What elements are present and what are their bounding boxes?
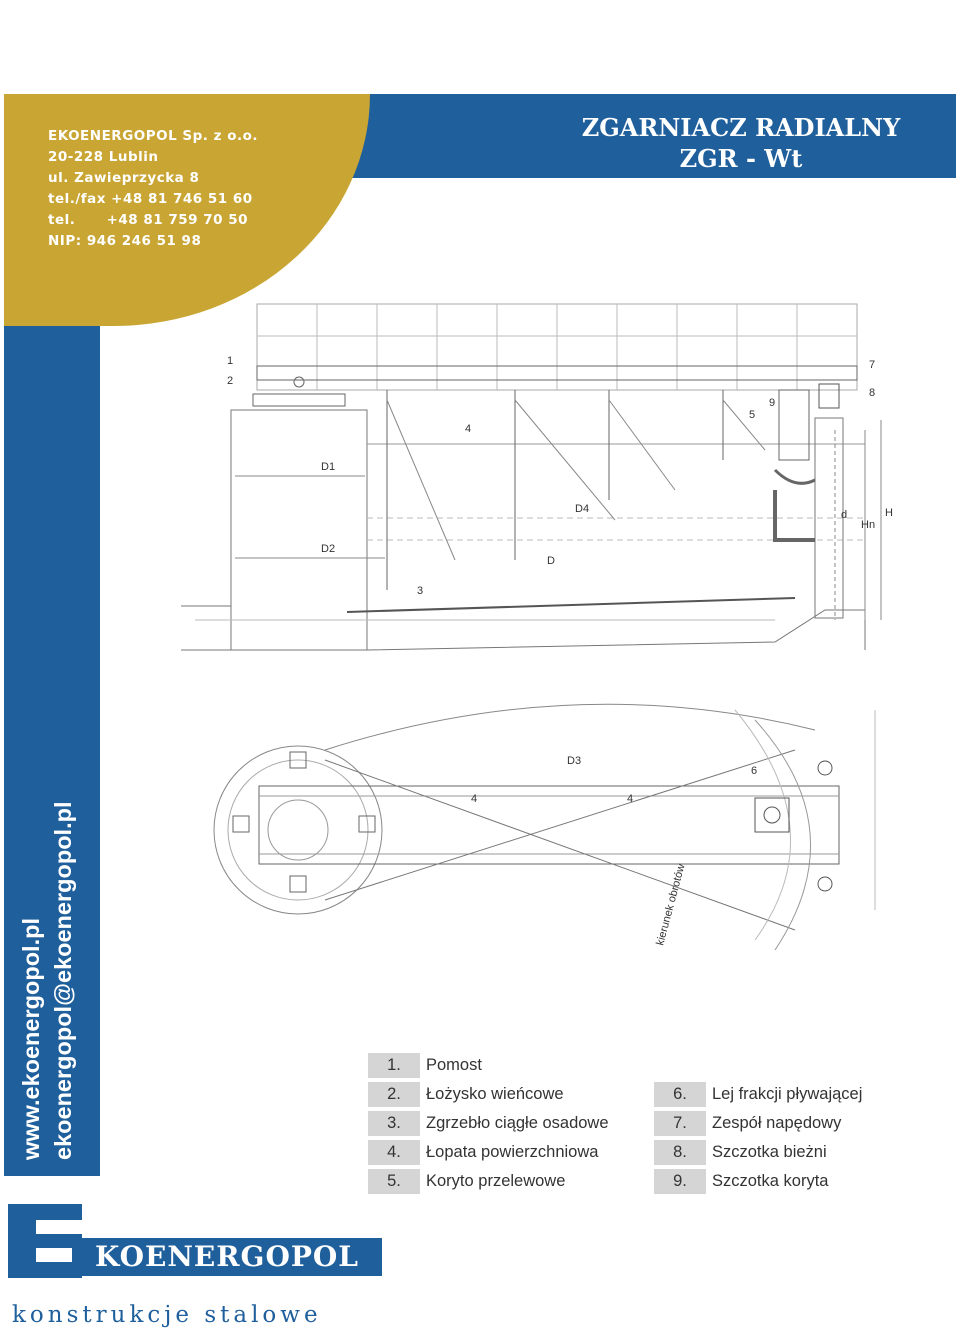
parts-legend	[368, 1048, 878, 1196]
callout-6: 6	[751, 765, 758, 777]
legend-text: Szczotka bieżni	[712, 1143, 827, 1161]
legend-text: Szczotka koryta	[712, 1172, 829, 1190]
legend-number: 4.	[368, 1140, 420, 1165]
legend-item	[654, 1111, 841, 1136]
callout-1: 1	[227, 355, 234, 367]
legend-item	[368, 1053, 482, 1078]
legend-text: Zgrzebło ciągłe osadowe	[426, 1114, 609, 1132]
legend-item	[654, 1082, 862, 1107]
legend-number: 9.	[654, 1169, 706, 1194]
dimension-d4: D4	[575, 503, 590, 515]
website-link[interactable]: www.ekoenergopol.pl	[18, 918, 44, 1160]
callout-4-plan-right: 4	[627, 793, 634, 805]
legend-text: Lej frakcji pływającej	[712, 1085, 863, 1103]
dimension-H: H	[885, 507, 893, 519]
legend-number: 6.	[654, 1082, 706, 1107]
brand-logo	[6, 1202, 380, 1328]
legend-text: Łopata powierzchniowa	[426, 1143, 599, 1161]
legend-item	[368, 1140, 598, 1165]
legend-item	[654, 1169, 828, 1194]
callout-7: 7	[869, 359, 876, 371]
legend-number: 3.	[368, 1111, 420, 1136]
title-line-2: ZGR - Wt	[679, 144, 803, 173]
brand-name: KOENERGOPOL	[72, 1238, 382, 1276]
legend-text: Koryto przelewowe	[426, 1172, 566, 1190]
email-link[interactable]: ekoenergopol@ekoenergopol.pl	[50, 801, 76, 1160]
callout-4-side: 4	[465, 423, 472, 435]
callout-8: 8	[869, 387, 876, 399]
company-tel: tel. +48 81 759 70 50	[48, 212, 249, 228]
legend-item	[368, 1169, 565, 1194]
company-telfax: tel./fax +48 81 746 51 60	[48, 191, 253, 207]
legend-number: 1.	[368, 1053, 420, 1078]
brand-tagline: konstrukcje stalowe	[12, 1302, 322, 1328]
legend-number: 7.	[654, 1111, 706, 1136]
dimension-d: d	[841, 509, 848, 521]
legend-item	[368, 1082, 564, 1107]
legend-item	[368, 1111, 609, 1136]
callout-4-plan-left: 4	[471, 793, 478, 805]
dimension-hn: Hn	[861, 519, 876, 531]
rotation-direction-label: kierunek obrotów	[654, 862, 688, 947]
legend-number: 2.	[368, 1082, 420, 1107]
company-city: 20-228 Lublin	[48, 149, 159, 165]
company-nip: NIP: 946 246 51 98	[48, 233, 202, 249]
legend-number: 8.	[654, 1140, 706, 1165]
callout-5: 5	[749, 409, 756, 421]
logo-e-mark	[8, 1204, 82, 1278]
company-name: EKOENERGOPOL Sp. z o.o.	[48, 128, 258, 144]
dimension-d1: D1	[321, 461, 336, 473]
callout-2: 2	[227, 375, 234, 387]
dimension-d3: D3	[567, 755, 582, 767]
legend-text: Zespół napędowy	[712, 1114, 842, 1132]
dimension-D: D	[547, 555, 555, 567]
legend-item	[654, 1140, 827, 1165]
callout-3: 3	[417, 585, 424, 597]
legend-text: Pomost	[426, 1056, 482, 1074]
legend-number: 5.	[368, 1169, 420, 1194]
technical-drawing	[175, 290, 895, 970]
page-title	[560, 112, 922, 174]
title-line-1: ZGARNIACZ RADIALNY	[581, 113, 901, 142]
callout-9: 9	[769, 397, 776, 409]
dimension-d2: D2	[321, 543, 336, 555]
legend-text: Łożysko wieńcowe	[426, 1085, 564, 1103]
company-contact	[48, 126, 258, 252]
company-street: ul. Zawieprzycka 8	[48, 170, 200, 186]
